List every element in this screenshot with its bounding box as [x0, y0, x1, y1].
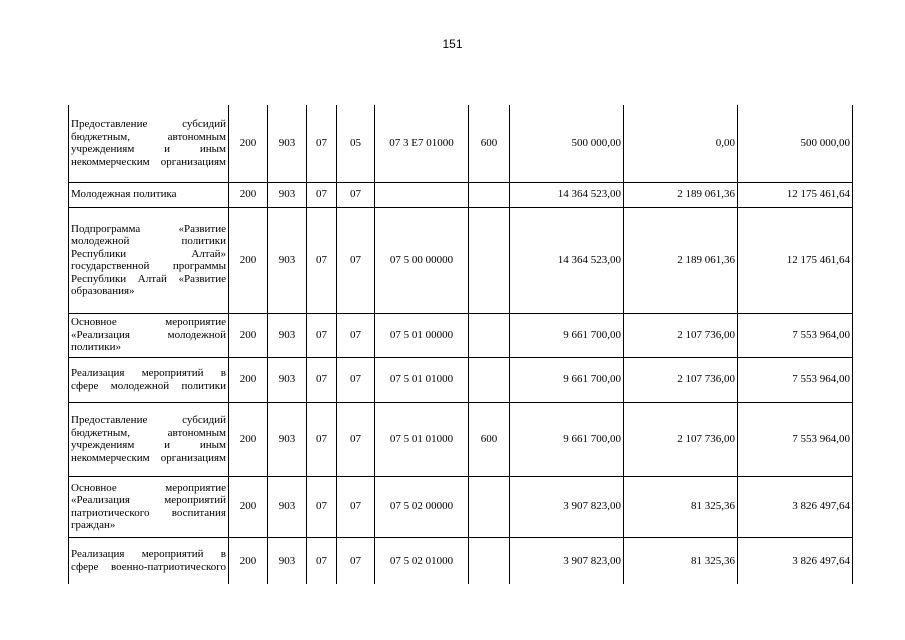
code-cell: 903: [268, 207, 307, 313]
code-cell: 200: [229, 476, 268, 537]
code-cell: 200: [229, 207, 268, 313]
vr-cell: 600: [469, 105, 510, 182]
row-name: Молодежная политика: [69, 182, 229, 207]
code-cell: 07: [337, 313, 375, 357]
csr-cell: 07 5 02 00000: [375, 476, 469, 537]
code-cell: 07: [307, 105, 337, 182]
amount-cell: 9 661 700,00: [510, 402, 624, 476]
amount-cell: 500 000,00: [738, 105, 853, 182]
code-cell: 200: [229, 537, 268, 584]
code-cell: 200: [229, 313, 268, 357]
code-cell: 200: [229, 105, 268, 182]
csr-cell: 07 5 00 00000: [375, 207, 469, 313]
amount-cell: 2 189 061,36: [624, 207, 738, 313]
amount-cell: 2 107 736,00: [624, 313, 738, 357]
row-name: Основное мероприятие «Реализация молодежной политики»: [69, 313, 229, 357]
csr-cell: [375, 182, 469, 207]
amount-cell: 3 907 823,00: [510, 476, 624, 537]
vr-cell: [469, 357, 510, 402]
table-row: [69, 476, 853, 537]
code-cell: 07: [337, 357, 375, 402]
csr-cell: 07 5 01 01000: [375, 402, 469, 476]
amount-cell: 3 826 497,64: [738, 537, 853, 584]
code-cell: 903: [268, 105, 307, 182]
table-row: [69, 105, 853, 182]
vr-cell: 600: [469, 402, 510, 476]
code-cell: 903: [268, 476, 307, 537]
row-name: Предоставление субсидий бюджетным, автономным учреждениям и иным некоммерческим организациям: [69, 402, 229, 476]
amount-cell: 9 661 700,00: [510, 313, 624, 357]
vr-cell: [469, 182, 510, 207]
code-cell: 05: [337, 105, 375, 182]
code-cell: 07: [337, 207, 375, 313]
code-cell: 200: [229, 182, 268, 207]
amount-cell: 3 826 497,64: [738, 476, 853, 537]
vr-cell: [469, 476, 510, 537]
amount-cell: 7 553 964,00: [738, 402, 853, 476]
table-row: [69, 402, 853, 476]
code-cell: 07: [337, 537, 375, 584]
code-cell: 07: [337, 402, 375, 476]
csr-cell: 07 5 01 00000: [375, 313, 469, 357]
amount-cell: 2 189 061,36: [624, 182, 738, 207]
code-cell: 903: [268, 357, 307, 402]
vr-cell: [469, 207, 510, 313]
amount-cell: 81 325,36: [624, 476, 738, 537]
csr-cell: 07 3 E7 01000: [375, 105, 469, 182]
amount-cell: 12 175 461,64: [738, 207, 853, 313]
amount-cell: 12 175 461,64: [738, 182, 853, 207]
table-row: [69, 537, 853, 584]
table-row: [69, 182, 853, 207]
code-cell: 07: [307, 476, 337, 537]
amount-cell: 81 325,36: [624, 537, 738, 584]
table-row: [69, 313, 853, 357]
code-cell: 07: [337, 182, 375, 207]
amount-cell: 9 661 700,00: [510, 357, 624, 402]
amount-cell: 7 553 964,00: [738, 357, 853, 402]
amount-cell: 3 907 823,00: [510, 537, 624, 584]
table-row: [69, 357, 853, 402]
vr-cell: [469, 537, 510, 584]
code-cell: 07: [307, 313, 337, 357]
code-cell: 07: [307, 402, 337, 476]
csr-cell: 07 5 02 01000: [375, 537, 469, 584]
code-cell: 903: [268, 182, 307, 207]
amount-cell: 2 107 736,00: [624, 402, 738, 476]
row-name: Подпрограмма «Развитие молодежной политики Республики Алтай» государственной программы Республики Алтай «Развитие образования»: [69, 207, 229, 313]
row-name: Реализация мероприятий в сфере молодежной политики: [69, 357, 229, 402]
amount-cell: 2 107 736,00: [624, 357, 738, 402]
amount-cell: 14 364 523,00: [510, 207, 624, 313]
table-row: [69, 207, 853, 313]
code-cell: 200: [229, 357, 268, 402]
row-name: Основное мероприятие «Реализация мероприятий патриотического воспитания граждан»: [69, 476, 229, 537]
code-cell: 200: [229, 402, 268, 476]
page-number: 151: [442, 37, 463, 51]
amount-cell: 0,00: [624, 105, 738, 182]
code-cell: 07: [307, 207, 337, 313]
code-cell: 07: [337, 476, 375, 537]
amount-cell: 500 000,00: [510, 105, 624, 182]
code-cell: 903: [268, 402, 307, 476]
code-cell: 903: [268, 313, 307, 357]
row-name: Предоставление субсидий бюджетным, автономным учреждениям и иным некоммерческим организациям: [69, 105, 229, 182]
code-cell: 07: [307, 537, 337, 584]
vr-cell: [469, 313, 510, 357]
csr-cell: 07 5 01 01000: [375, 357, 469, 402]
code-cell: 07: [307, 182, 337, 207]
code-cell: 903: [268, 537, 307, 584]
amount-cell: 14 364 523,00: [510, 182, 624, 207]
amount-cell: 7 553 964,00: [738, 313, 853, 357]
code-cell: 07: [307, 357, 337, 402]
row-name: Реализация мероприятий в сфере военно-патриотического: [69, 537, 229, 584]
budget-table: [68, 105, 853, 584]
